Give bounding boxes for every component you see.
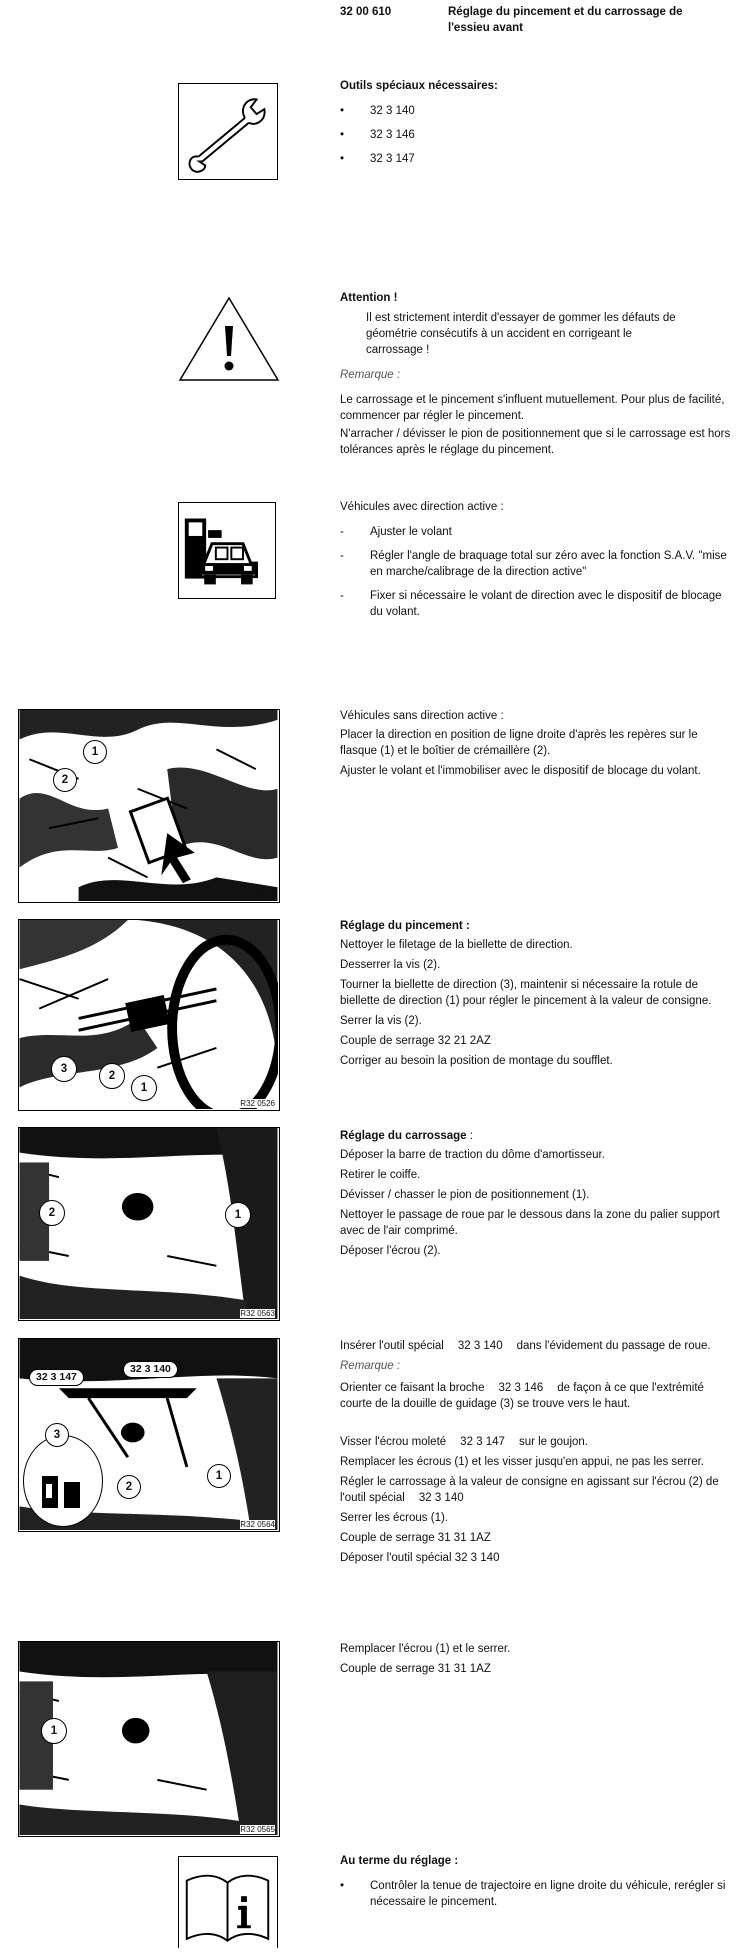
- step: Desserrer la vis (2).: [340, 959, 441, 971]
- figure-camber-adjust: [18, 1127, 280, 1321]
- tool-insert-section: [340, 1338, 732, 1570]
- attention-line: carrossage !: [366, 344, 430, 356]
- figure-special-tool: [18, 1338, 280, 1532]
- callout-3: 3: [51, 1056, 77, 1082]
- attention-heading: Attention !: [340, 292, 398, 304]
- figure-replace-nut: [18, 1641, 280, 1837]
- tool-number: 32 3 140: [457, 1340, 503, 1352]
- step: Tourner la biellette de direction (3), maintenir si nécessaire la rotule de biellette de direction (1) pour régler le pincement à la valeur de consigne.: [340, 979, 712, 1007]
- no-active-steering-section: [340, 708, 732, 783]
- step: Retirer le coiffe.: [340, 1169, 421, 1181]
- tools-list: [340, 103, 730, 167]
- tool-number: 32 3 140: [418, 1492, 464, 1504]
- list-item: - Régler l'angle de braquage total sur zéro avec la fonction S.A.V. "mise en marche/calibrage de la direction active": [340, 548, 732, 580]
- toe-section: [340, 918, 732, 1073]
- warning-triangle-icon: [178, 296, 280, 382]
- remark-label: Remarque :: [340, 369, 401, 381]
- step: Couple de serrage 32 21 2AZ: [340, 1035, 491, 1047]
- callout-1: 1: [225, 1202, 251, 1228]
- diagnostic-car-icon: [178, 502, 276, 599]
- paragraph: Couple de serrage 31 31 1AZ: [340, 1663, 491, 1675]
- text: Insérer l'outil spécial: [340, 1340, 444, 1352]
- list-item: • 32 3 146: [340, 127, 730, 143]
- figure-code: R32 0565: [240, 1825, 275, 1834]
- tool-number: 32 3 147: [460, 1436, 505, 1448]
- replace-nut-section: [340, 1641, 732, 1681]
- tools-section: [340, 78, 730, 175]
- text: dans l'évidement du passage de roue.: [516, 1340, 711, 1352]
- detail-inset: [23, 1435, 103, 1527]
- end-heading: Au terme du réglage :: [340, 1855, 459, 1867]
- list-item: - Ajuster le volant: [340, 524, 732, 540]
- step: Dévisser / chasser le pion de positionnement (1).: [340, 1189, 590, 1201]
- list-item: • Contrôler la tenue de trajectoire en ligne droite du véhicule, rerégler si nécessaire le pincement.: [340, 1878, 732, 1910]
- document-code: 32 00 610: [340, 6, 392, 18]
- toe-heading: Réglage du pincement :: [340, 920, 470, 932]
- paragraph: [340, 1474, 732, 1506]
- camber-heading-suffix: :: [466, 1130, 473, 1142]
- active-steering-list: [340, 524, 732, 620]
- step: Serrer la vis (2).: [340, 1015, 422, 1027]
- figure-code: R32 0563: [240, 1309, 275, 1318]
- end-list: [340, 1878, 732, 1910]
- document-title: [448, 4, 738, 36]
- wrench-icon: [178, 83, 278, 180]
- figure-code: R32 0564: [240, 1520, 275, 1529]
- step: Déposer la barre de traction du dôme d'amortisseur.: [340, 1149, 605, 1161]
- document-title-line2: l'essieu avant: [448, 22, 523, 34]
- camber-heading-text: Réglage du carrossage: [340, 1130, 467, 1142]
- callout-3: 3: [45, 1423, 69, 1447]
- figure-code: R32 0562: [240, 891, 275, 900]
- active-steering-section: [340, 499, 732, 628]
- step: Déposer l'écrou (2).: [340, 1245, 441, 1257]
- paragraph: [340, 1380, 732, 1412]
- camber-section: [340, 1128, 732, 1263]
- list-item: • 32 3 147: [340, 151, 730, 167]
- callout-2: 2: [117, 1475, 141, 1499]
- tool-label: 32 3 147: [29, 1369, 84, 1386]
- text: de façon à ce que l'extrémité courte de la douille de guidage (3) se trouve vers le haut.: [340, 1382, 704, 1410]
- attention-line: géométrie consécutifs à un accident en corrigeant le: [366, 328, 632, 340]
- callout-1: 1: [41, 1718, 67, 1744]
- callout-1: 1: [131, 1075, 157, 1101]
- paragraph: Remplacer les écrous (1) et les visser jusqu'en appui, ne pas les serrer.: [340, 1456, 704, 1468]
- document-title-line1: Réglage du pincement et du carrossage de: [448, 6, 683, 18]
- paragraph: Serrer les écrous (1).: [340, 1512, 449, 1524]
- end-section: [340, 1853, 732, 1914]
- paragraph: [340, 1434, 732, 1450]
- list-item: - Fixer si nécessaire le volant de direction avec le dispositif de blocage du volant.: [340, 588, 732, 620]
- callout-2: 2: [99, 1063, 125, 1089]
- paragraph: Déposer l'outil spécial 32 3 140: [340, 1552, 500, 1564]
- step: Nettoyer le passage de roue par le dessous dans la zone du palier support avec de l'air comprimé.: [340, 1209, 720, 1237]
- figure-toe-adjust: [18, 919, 280, 1111]
- step: Nettoyer le filetage de la biellette de direction.: [340, 939, 573, 951]
- attention-line: Il est strictement interdit d'essayer de gommer les défauts de: [366, 312, 676, 324]
- paragraph: Placer la direction en position de ligne droite d'après les repères sur le flasque (1) et le boîtier de crémaillère (2).: [340, 729, 698, 757]
- paragraph: Couple de serrage 31 31 1AZ: [340, 1532, 491, 1544]
- attention-section: [340, 290, 732, 462]
- remark-paragraph: Le carrossage et le pincement s'influent mutuellement. Pour plus de facilité, commencer par régler le pincement.: [340, 394, 725, 422]
- callout-1: 1: [207, 1464, 231, 1488]
- text: Orienter ce faisant la broche: [340, 1382, 485, 1394]
- tool-label: 32 3 140: [123, 1361, 178, 1378]
- remark-label: Remarque :: [340, 1360, 401, 1372]
- figure-steering-marks: [18, 709, 280, 903]
- paragraph: Remplacer l'écrou (1) et le serrer.: [340, 1643, 511, 1655]
- active-steering-heading: Véhicules avec direction active :: [340, 501, 504, 513]
- tool-number: 32 3 146: [498, 1382, 544, 1394]
- callout-2: 2: [39, 1200, 65, 1226]
- text: Régler le carrossage à la valeur de consigne en agissant sur l'écrou (2) de l'outil spécial: [340, 1476, 719, 1504]
- tools-heading: Outils spéciaux nécessaires:: [340, 80, 498, 92]
- camber-heading: [340, 1128, 732, 1144]
- callout-1: 1: [83, 740, 107, 764]
- paragraph: Ajuster le volant et l'immobiliser avec le dispositif de blocage du volant.: [340, 765, 701, 777]
- info-book-icon: [178, 1856, 278, 1948]
- no-active-steering-heading: Véhicules sans direction active :: [340, 710, 504, 722]
- step: Corriger au besoin la position de montage du soufflet.: [340, 1055, 613, 1067]
- list-item: • 32 3 140: [340, 103, 730, 119]
- remark-paragraph: N'arracher / dévisser le pion de positionnement que si le carrossage est hors tolérances après le réglage du pincement.: [340, 428, 731, 456]
- attention-text: [340, 310, 732, 358]
- text: Visser l'écrou moleté: [340, 1436, 447, 1448]
- paragraph: [340, 1338, 732, 1354]
- figure-code: R32 0526: [240, 1099, 275, 1108]
- text: sur le goujon.: [518, 1436, 588, 1448]
- callout-2: 2: [53, 768, 77, 792]
